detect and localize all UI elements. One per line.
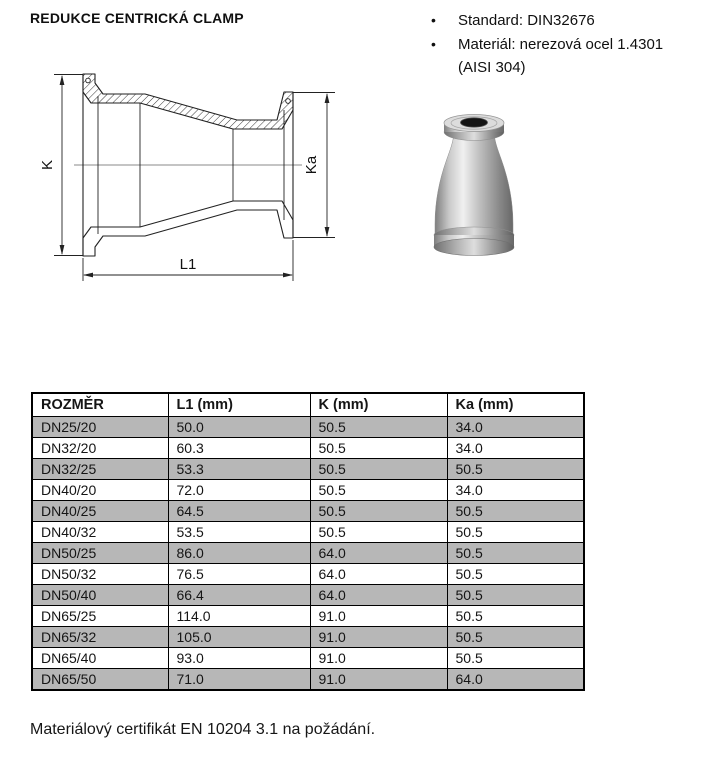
table-cell: DN32/25 [32,459,168,480]
drawing-section-hatched [83,74,293,129]
table-cell: 34.0 [447,438,584,459]
table-cell: 50.5 [310,417,447,438]
page-title: REDUKCE CENTRICKÁ CLAMP [30,10,244,26]
table-cell: 50.5 [310,438,447,459]
table-cell: 50.5 [447,459,584,480]
k-arrow-down [60,245,65,255]
table-row [32,627,584,648]
table-cell: 34.0 [447,480,584,501]
photo-body [435,133,513,235]
table-cell: 93.0 [168,648,310,669]
l1-arrow-left [83,273,93,278]
spec-item-standard [431,9,703,32]
spec-material-line2: (AISI 304) [458,59,526,76]
table-cell: 64.0 [310,543,447,564]
table-row [32,522,584,543]
footer-note: Materiálový certifikát EN 10204 3.1 na požádání. [30,721,376,738]
table-cell: 50.5 [447,522,584,543]
k-arrow-up [60,75,65,85]
table-cell: 66.4 [168,585,310,606]
table-cell: 53.3 [168,459,310,480]
table-row [32,543,584,564]
spec-material-text [458,33,703,79]
ka-dimension-label: Ka [303,155,320,175]
table-cell: 50.0 [168,417,310,438]
table-cell: 64.0 [447,669,584,691]
header-l1: L1 (mm) [168,393,310,417]
table-cell: 76.5 [168,564,310,585]
table-cell: DN50/25 [32,543,168,564]
table-cell: 71.0 [168,669,310,691]
table-cell: 72.0 [168,480,310,501]
table-cell: 50.5 [447,501,584,522]
table-cell: 91.0 [310,648,447,669]
photo-bottom-flange-rim [434,239,514,256]
table-cell: 50.5 [447,606,584,627]
spec-item-material [431,33,703,79]
table-cell: 50.5 [447,564,584,585]
table-cell: DN65/32 [32,627,168,648]
table-cell: 114.0 [168,606,310,627]
table-row [32,648,584,669]
table-row [32,417,584,438]
table-cell: 64.0 [310,585,447,606]
table-cell: 91.0 [310,627,447,648]
table-row [32,606,584,627]
table-cell: 50.5 [447,627,584,648]
table-header-row [32,393,584,417]
header-k: K (mm) [310,393,447,417]
table-row [32,585,584,606]
table-cell: 50.5 [447,543,584,564]
table-cell: 50.5 [310,480,447,501]
table-cell: 50.5 [447,585,584,606]
table-row [32,480,584,501]
table-cell: DN65/40 [32,648,168,669]
table-cell: 34.0 [447,417,584,438]
table-cell: DN40/20 [32,480,168,501]
l1-arrow-right [283,273,293,278]
spec-material-line1: Materiál: nerezová ocel 1.4301 [458,36,664,53]
header-ka: Ka (mm) [447,393,584,417]
table-cell: DN25/20 [32,417,168,438]
dimensions-table-body [32,417,584,691]
table-cell: 64.0 [310,564,447,585]
table-cell: DN40/32 [32,522,168,543]
bullet-icon: • [431,12,436,28]
table-row [32,501,584,522]
technical-drawing [30,58,370,290]
table-cell: 53.5 [168,522,310,543]
table-cell: DN40/25 [32,501,168,522]
table-row [32,669,584,691]
spec-standard-text: Standard: DIN32676 [458,12,595,29]
dimensions-table [31,392,585,691]
table-cell: 60.3 [168,438,310,459]
k-dimension-label: K [39,159,56,171]
table-cell: DN65/50 [32,669,168,691]
drawing-outline-lower [83,201,293,256]
table-cell: 91.0 [310,606,447,627]
table-cell: DN32/20 [32,438,168,459]
table-cell: 105.0 [168,627,310,648]
weld-mark-right [286,99,291,104]
ka-arrow-up [325,93,330,103]
table-cell: 91.0 [310,669,447,691]
spec-bullet-list [431,9,703,80]
header-rozmer: ROZMĚR [32,393,168,417]
table-cell: 50.5 [310,459,447,480]
table-cell: 86.0 [168,543,310,564]
table-cell: 50.5 [447,648,584,669]
weld-mark-left [86,78,91,83]
table-cell: DN50/32 [32,564,168,585]
table-row [32,438,584,459]
bullet-icon: • [431,36,436,52]
product-photo [424,107,524,265]
l1-dimension-label: L1 [179,256,197,273]
table-cell: 50.5 [310,522,447,543]
table-cell: DN50/40 [32,585,168,606]
table-cell: 64.5 [168,501,310,522]
table-cell: DN65/25 [32,606,168,627]
table-row [32,564,584,585]
table-cell: 50.5 [310,501,447,522]
table-row [32,459,584,480]
ka-arrow-down [325,227,330,237]
